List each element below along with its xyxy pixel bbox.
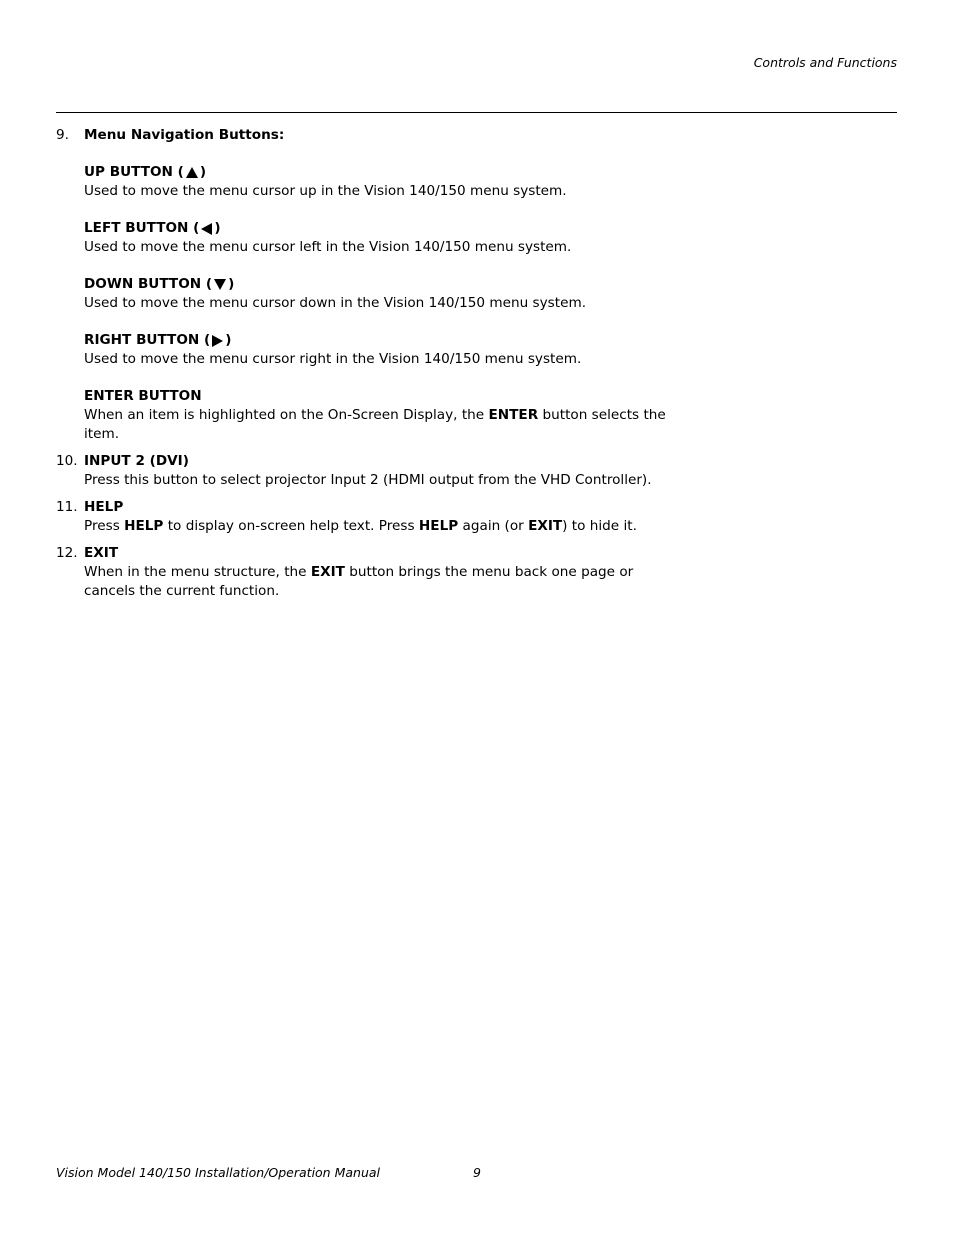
subitem-title: LEFT BUTTON ( (84, 220, 200, 236)
running-footer-title: Vision Model 140/150 Installation/Operation Manual (56, 1165, 381, 1180)
list-item-exit (56, 544, 676, 601)
item-title: Menu Navigation Buttons: (84, 127, 285, 143)
item-title: HELP (84, 499, 124, 515)
subitem-title-close: ) (228, 276, 235, 292)
desc-keyword: HELP (418, 518, 459, 534)
subitem-title: DOWN BUTTON ( (84, 276, 213, 292)
desc-keyword: HELP (124, 518, 164, 534)
subitem-title-close: ) (214, 220, 221, 236)
desc-keyword: EXIT (310, 564, 345, 580)
desc-keyword: EXIT (528, 518, 563, 534)
subitem-enter-button (84, 387, 676, 444)
desc-text: again (or (458, 518, 529, 534)
desc-text: ) to hide it. (562, 518, 637, 534)
item-number: 11. (56, 499, 78, 515)
desc-text: Press (84, 518, 125, 534)
item-description (84, 517, 676, 536)
item-description (84, 563, 676, 601)
desc-keyword: ENTER (488, 407, 539, 423)
page-number: 9 (473, 1165, 481, 1180)
list-item-help (56, 498, 676, 536)
subitem-title: RIGHT BUTTON ( (84, 332, 211, 348)
header-divider (56, 112, 897, 113)
triangle-up-icon (186, 167, 198, 178)
subitem-up-button (84, 163, 676, 201)
subitem-description: Used to move the menu cursor left in the Vision 140/150 menu system. (84, 239, 572, 255)
subitem-description (84, 406, 676, 444)
subitem-title: ENTER BUTTON (84, 388, 202, 404)
subitem-description: Used to move the menu cursor down in the Vision 140/150 menu system. (84, 295, 587, 311)
subitem-description: Used to move the menu cursor right in the Vision 140/150 menu system. (84, 351, 582, 367)
subitem-title-close: ) (199, 164, 207, 180)
desc-text: button selects the item. (84, 407, 666, 442)
item-number: 10. (56, 453, 78, 469)
triangle-down-icon (214, 279, 226, 290)
subitem-down-button (84, 275, 676, 313)
item-number: 9. (56, 127, 69, 143)
subitem-title: UP BUTTON ( (84, 164, 184, 180)
subitem-title-close: ) (225, 332, 232, 348)
desc-text: When in the menu structure, the (84, 564, 311, 580)
item-title: EXIT (84, 545, 119, 561)
item-description: Press this button to select projector Input 2 (HDMI output from the VHD Controller). (84, 472, 652, 488)
triangle-right-icon (212, 335, 223, 347)
item-title: INPUT 2 (DVI) (84, 453, 189, 469)
subitem-right-button (84, 331, 676, 369)
page-body (56, 126, 676, 601)
list-item-menu-navigation (56, 126, 676, 444)
list-item-input-2 (56, 452, 676, 490)
running-header: Controls and Functions (753, 55, 897, 70)
subitem-left-button (84, 219, 676, 257)
item-number: 12. (56, 545, 78, 561)
subitem-description: Used to move the menu cursor up in the Vision 140/150 menu system. (84, 183, 567, 199)
triangle-left-icon (201, 223, 212, 235)
desc-text: When an item is highlighted on the On-Screen Display, the (84, 407, 489, 423)
desc-text: to display on-screen help text. Press (163, 518, 419, 534)
desc-text: button brings the menu back one page or cancels the current function. (84, 564, 634, 599)
